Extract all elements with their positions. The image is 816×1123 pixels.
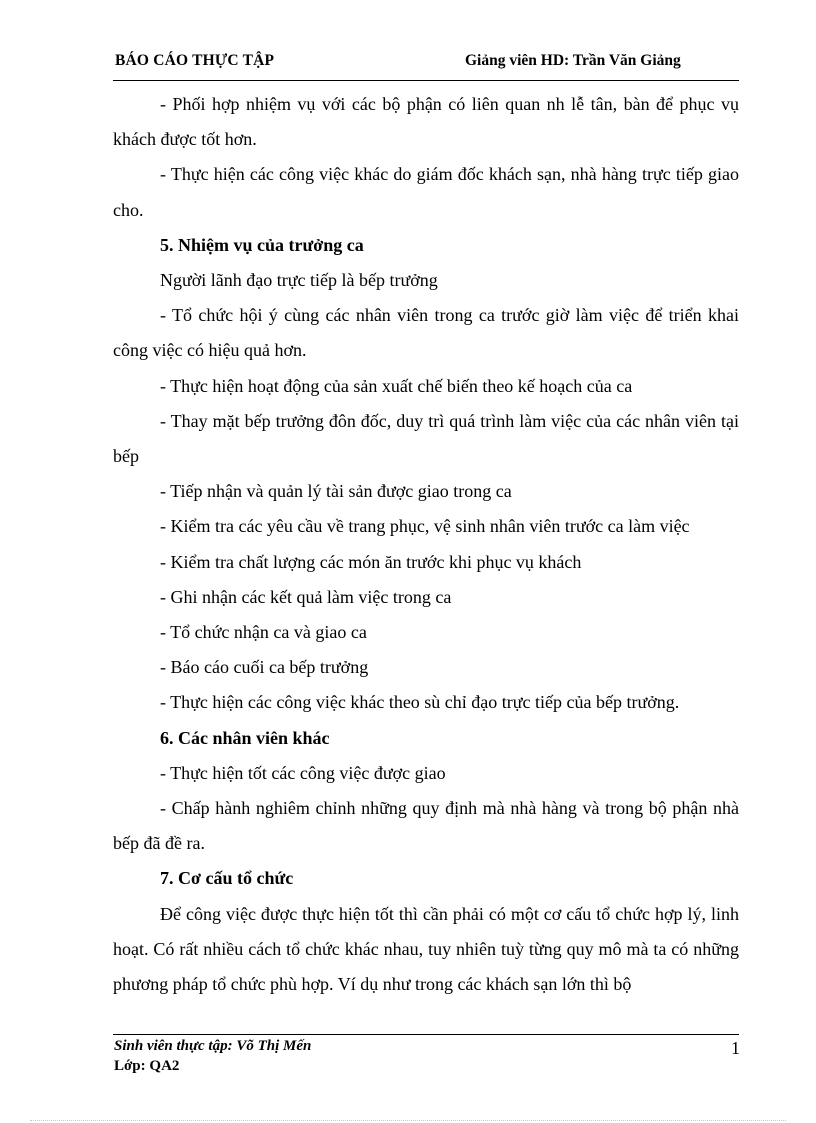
- paragraph: Để công việc được thực hiện tốt thì cần phải có một cơ cấu tổ chức hợp lý, linh hoạt. Có rất nhiều cách tổ chức khác nhau, tuy nhiên tuỳ từng quy mô mà ta có những phương pháp tổ chức phù hợp. Ví dụ như trong các khách sạn lớn thì bộ: [113, 903, 739, 995]
- paragraph: - Thực hiện hoạt động của sản xuất chế biến theo kế hoạch của ca: [160, 375, 633, 396]
- student-name: Sinh viên thực tập: Võ Thị Mến: [114, 1038, 312, 1054]
- page-edge-divider: [30, 1120, 786, 1121]
- page-number: 1: [731, 1038, 740, 1058]
- paragraph: - Kiểm tra chất lượng các món ăn trước khi phục vụ khách: [160, 551, 582, 572]
- class-label: Lớp: QA2: [114, 1058, 180, 1074]
- document-body: [113, 87, 739, 1002]
- paragraph: - Báo cáo cuối ca bếp trưởng: [160, 657, 369, 678]
- paragraph: - Thực hiện tốt các công việc được giao: [160, 762, 446, 783]
- footer-divider: [113, 1034, 739, 1035]
- page-header: [113, 52, 739, 74]
- paragraph: - Ghi nhận các kết quả làm việc trong ca: [160, 586, 452, 607]
- paragraph: - Thực hiện các công việc khác do giám đốc khách sạn, nhà hàng trực tiếp giao cho.: [113, 164, 739, 220]
- paragraph: Người lãnh đạo trực tiếp là bếp trưởng: [160, 270, 438, 291]
- paragraph: - Tổ chức hội ý cùng các nhân viên trong ca trước giờ làm việc để triển khai công việc có hiệu quả hơn.: [113, 305, 739, 361]
- section-heading: 6. Các nhân viên khác: [160, 727, 330, 748]
- report-title: BÁO CÁO THỰC TẬP: [115, 52, 275, 69]
- supervisor-label: Giảng viên HD: Trần Văn Giảng: [465, 52, 681, 69]
- section-heading: 7. Cơ cấu tổ chức: [160, 868, 294, 889]
- paragraph: - Thay mặt bếp trưởng đôn đốc, duy trì quá trình làm việc của các nhân viên tại bếp: [113, 410, 739, 467]
- paragraph: - Tổ chức nhận ca và giao ca: [160, 622, 367, 643]
- paragraph: - Tiếp nhận và quản lý tài sản được giao trong ca: [160, 481, 512, 502]
- paragraph: - Phối hợp nhiệm vụ với các bộ phận có liên quan nh lễ tân, bàn để phục vụ khách được tốt hơn.: [113, 94, 739, 150]
- header-divider: [113, 80, 739, 81]
- paragraph: - Thực hiện các công việc khác theo sù chỉ đạo trực tiếp của bếp trưởng.: [160, 692, 680, 713]
- paragraph: - Kiểm tra các yêu cầu về trang phục, vệ sinh nhân viên trước ca làm việc: [160, 516, 690, 537]
- paragraph: - Chấp hành nghiêm chỉnh những quy định mà nhà hàng và trong bộ phận nhà bếp đã đề ra.: [113, 798, 739, 854]
- section-heading: 5. Nhiệm vụ của trưởng ca: [160, 234, 364, 255]
